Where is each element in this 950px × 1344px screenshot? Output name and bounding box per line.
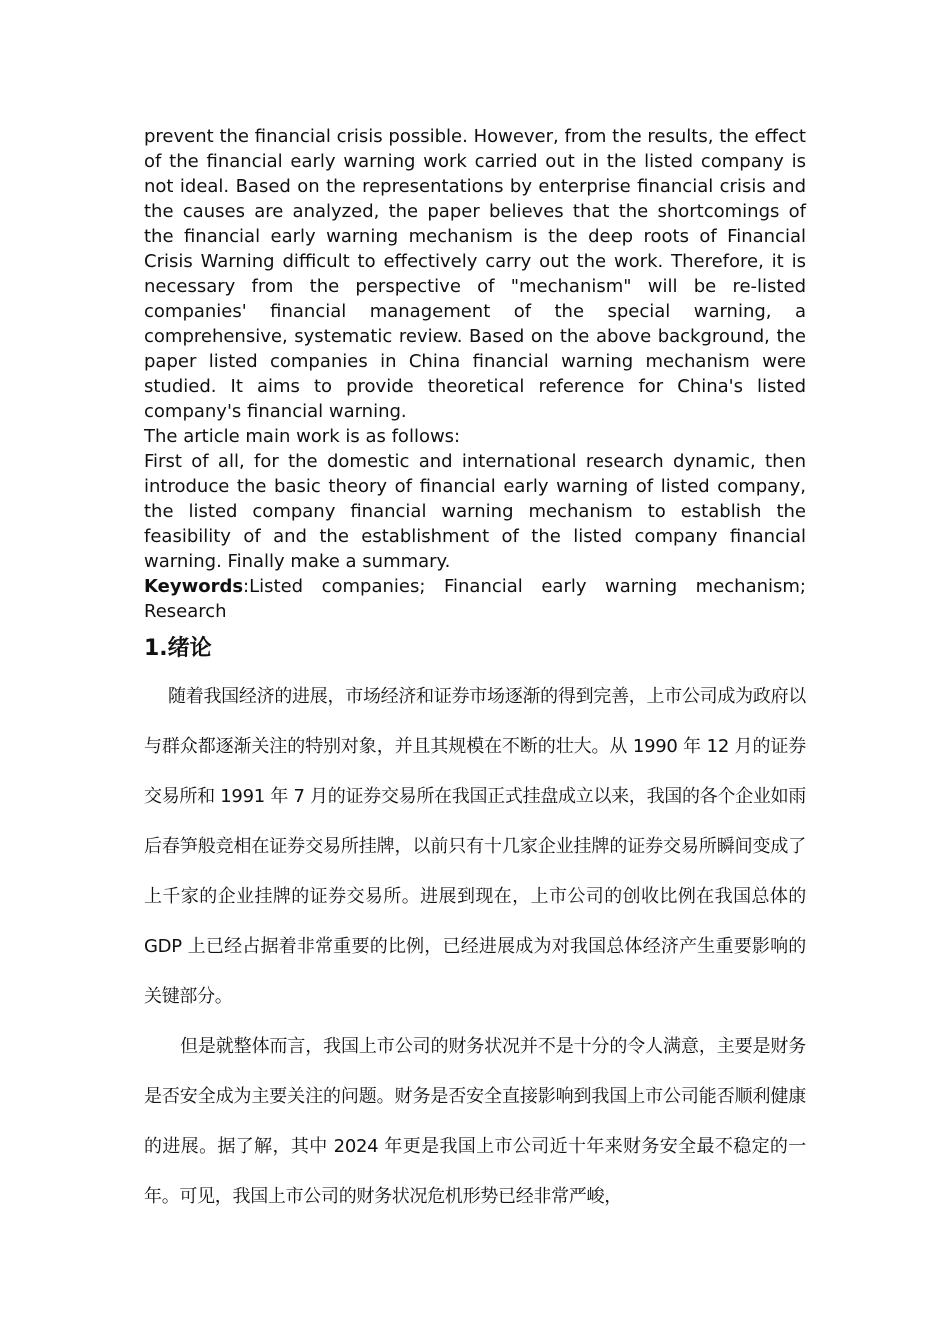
section-heading: 1.绪论 (144, 636, 212, 661)
abstract-paragraph: prevent the financial crisis possible. However, from the results, the effect of the financial early warning work carried out in the listed company is not ideal. Based on the representations by enterprise financial crisis and the causes are analyzed, the paper believes that the shortcomings of the financial early warning mechanism is the deep roots of Financial Crisis Warning difficult to effectively carry out the work. Therefore, it is necessary from the perspective of "mechanism" will be re-listed companies' financial management of the special warning, a comprehensive, systematic review. Based on the above background, the paper listed companies in China financial warning mechanism were studied. It aims to provide theoretical reference for China's listed company's financial warning. (144, 126, 806, 422)
keywords-text: :Listed companies; Financial early warning mechanism; Research (144, 576, 806, 622)
body-paragraph: 随着我国经济的进展，市场经济和证券市场逐渐的得到完善，上市公司成为政府以与群众都逐渐关注的特别对象，并且其规模在不断的壮大。从 1990 年 12 月的证券交易所和 1991 年 7 月的证券交易所在我国正式挂盘成立以来，我国的各个企业如雨后春笋般竞相在证券交易所挂牌，以前只有十几家企业挂牌的证券交易所瞬间变成了上千家的企业挂牌的证券交易所。进展到现在，上市公司的创收比例在我国总体的 GDP 上已经占据着非常重要的比例，已经进展成为对我国总体经济产生重要影响的关键部分。 (144, 686, 806, 1007)
keywords-label: Keywords (144, 576, 244, 597)
document-page (144, 124, 806, 1222)
body-paragraph: 但是就整体而言，我国上市公司的财务状况并不是十分的令人满意，主要是财务是否安全成为主要关注的问题。财务是否安全直接影响到我国上市公司能否顺利健康的进展。据了解，其中 2024 年更是我国上市公司近十年来财务安全最不稳定的一年。可见，我国上市公司的财务状况危机形势已经非常严峻， (144, 1036, 806, 1207)
abstract-paragraph: The article main work is as follows: (144, 426, 461, 447)
abstract-paragraph: First of all, for the domestic and international research dynamic, then introduce the basic theory of financial early warning of listed company, the listed company financial warning mechanism to establish the feasibility of and the establishment of the listed company financial warning. Finally make a summary. (144, 451, 806, 572)
keywords-line (144, 574, 806, 624)
